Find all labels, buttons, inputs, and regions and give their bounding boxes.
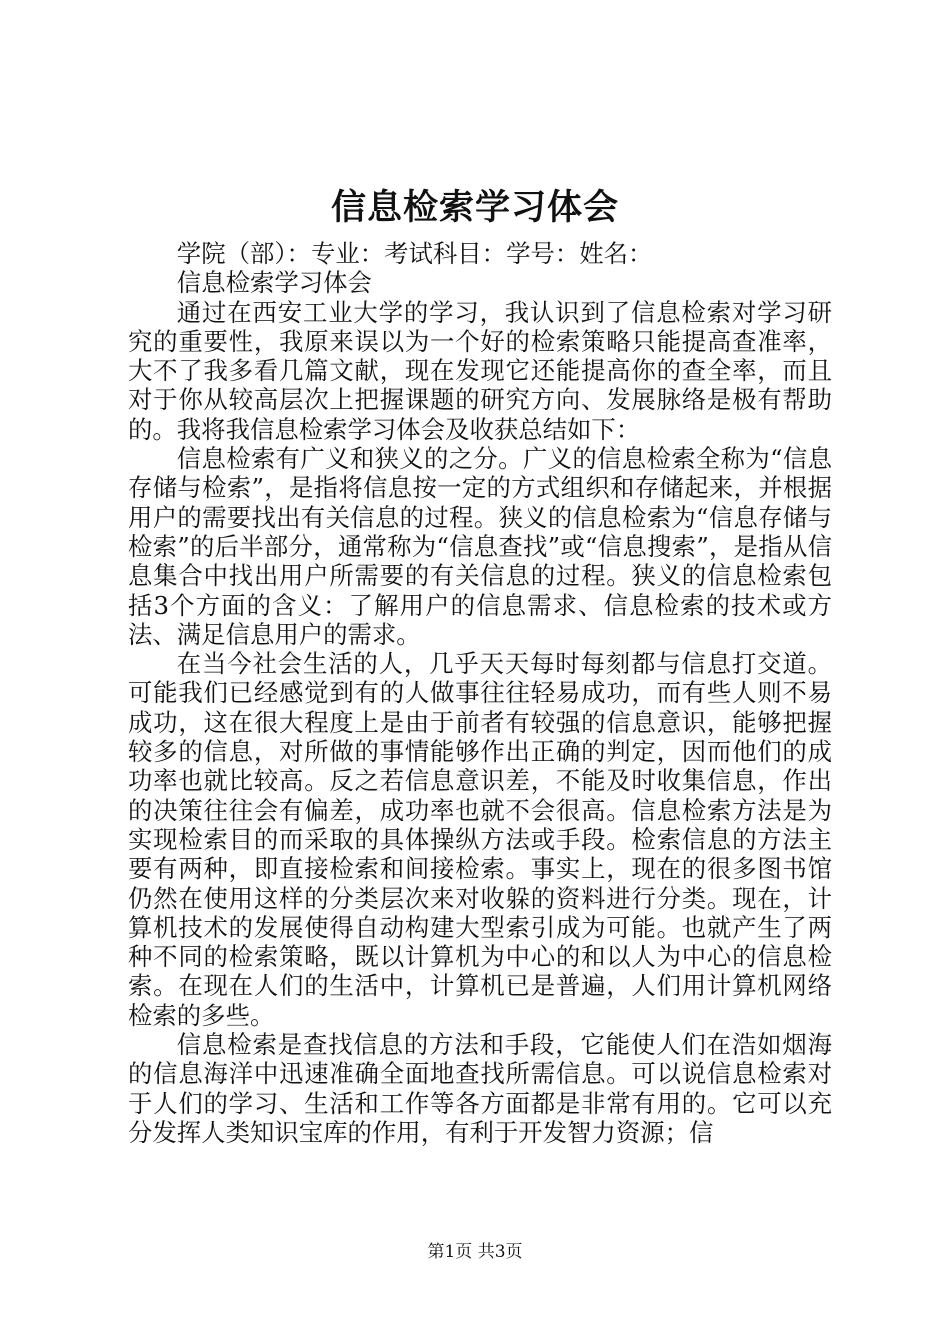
paragraph-3: 在当今社会生活的人，几乎天天每时每刻都与信息打交道。可能我们已经感觉到有的人做事往往轻易成功，而有些人则不易成功，这在很大程度上是由于前者有较强的信息意识，能够把握较多的信息，对所做的事情能够作出正确的判定，因而他们的成功率也就比较高。反之若信息意识差，不能及时收集信息，作出的决策往往会有偏差，成功率也就不会很高。信息检索方法是为实现检索目的而采取的具体操纵方法或手段。检索信息的方法主要有两种，即直接检索和间接检索。事实上，现在的很多图书馆仍然在使用这样的分类层次来对收躲的资料进行分类。现在，计算机技术的发展使得自动构建大型索引成为可能。也就产生了两种不同的检索策略，既以计算机为中心的和以人为中心的信息检索。在现在人们的生活中，计算机已是普遍，人们用计算机网络检索的多些。 xyxy=(128,649,832,1030)
paragraph-2: 信息检索有广义和狭义的之分。广义的信息检索全称为“信息存储与检索”，是指将信息按一定的方式组织和存储起来，并根据用户的需要找出有关信息的过程。狭义的信息检索为“信息存储与检索”的后半部分，通常称为“信息查找”或“信息搜索”，是指从信息集合中找出用户所需要的有关信息的过程。狭义的信息检索包括3个方面的含义：了解用户的信息需求、信息检索的技术或方法、满足信息用户的需求。 xyxy=(128,444,832,649)
meta-line: 学院（部）：专业：考试科目：学号：姓名： xyxy=(176,239,653,268)
page-number-footer: 第1页 共3页 xyxy=(427,1242,523,1262)
paragraph-1: 通过在西安工业大学的学习，我认识到了信息检索对学习研究的重要性，我原来误以为一个好的检索策略只能提高查准率，大不了我多看几篇文献，现在发现它还能提高你的查全率，而且对于你从较高层次上把握课题的研究方向、发展脉络是极有帮助的。我将我信息检索学习体会及收获总结如下： xyxy=(128,297,832,444)
document-body xyxy=(128,239,832,1147)
subtitle-line: 信息检索学习体会 xyxy=(176,268,372,298)
document-title: 信息检索学习体会 xyxy=(330,187,619,228)
paragraph-4: 信息检索是查找信息的方法和手段，它能使人们在浩如烟海的信息海洋中迅速准确全面地查找所需信息。可以说信息检索对于人们的学习、生活和工作等各方面都是非常有用的。它可以充分发挥人类知识宝库的作用，有利于开发智力资源；信 xyxy=(128,1030,832,1147)
